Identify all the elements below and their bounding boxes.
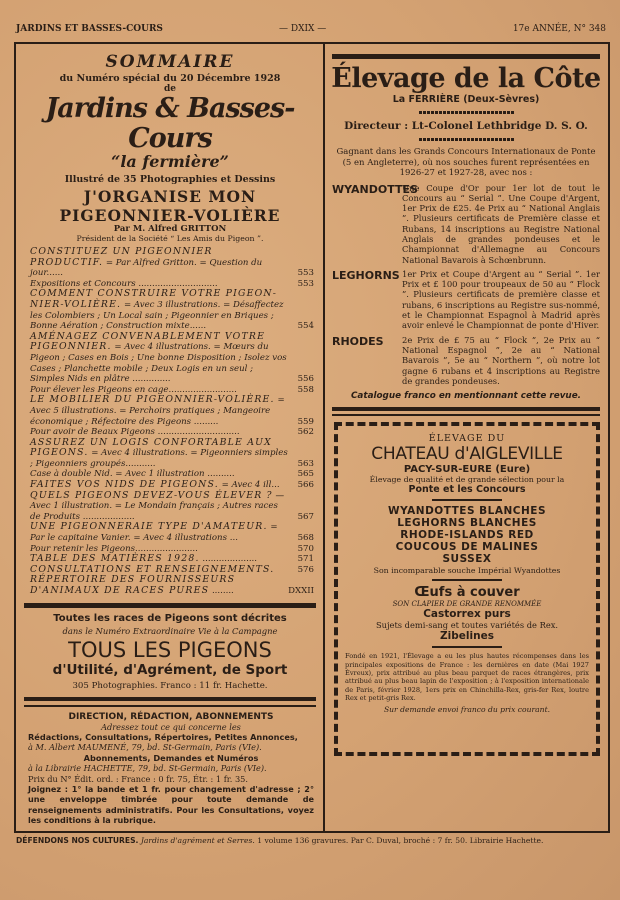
toc-entry-detail: Pour avoir de Beaux Pigeons .............................. (30, 427, 240, 438)
journal-logo: Jardins & Basses-Cours (45, 93, 295, 154)
chateau-souche: Son incomparable souche Impérial Wyandottes (373, 566, 561, 576)
toc-entry-detail: Pour retenir les Pigeons....................... (30, 543, 198, 554)
award-text: 1er Prix et Coupe d'Argent au “ Serial ”. 1er Prix et £ 100 pour troupeaux de 50 au “ Flock ”. Plusieurs certificats de première classe et rubans, 6 inscriptions au Registre sus-nommé, et le Championnat Espagnol à Madrid après avoir enlevé le Championnat de ponte d'Hiver. (402, 268, 600, 331)
chateau-ad-box (334, 422, 600, 756)
left-column (20, 44, 320, 829)
toc-page-number: 566 (297, 480, 314, 491)
section-rule (24, 697, 316, 701)
section-rule (24, 705, 316, 707)
journal-subtitle: “la fermière” (111, 152, 229, 171)
toc-entry (30, 491, 314, 523)
toc-entry-detail: = Par le capitaine Vanier. = Avec 4 illustrations ... (30, 522, 278, 544)
toc-entry-title: TABLE DES MATIÈRES 1928. (30, 553, 200, 565)
page-footer (16, 836, 543, 845)
toc-entry (30, 575, 314, 596)
toc-entry-title: UNE PIGEONNERAIE TYPE D'AMATEUR. (30, 521, 268, 533)
toc-entry-detail: — Avec 1 illustration. = Le Mondain français ; Autres races de Produits ................... (30, 490, 285, 522)
chateau-breeds (341, 505, 593, 565)
toc-entry-title: LE MOBILIER DU PIGEONNIER-VOLIÈRE. (30, 394, 275, 406)
toc-page-number: 556 (297, 374, 314, 385)
headline-1: J'ORGANISE MON (83, 187, 257, 206)
pigeons-ad-footer: 305 Photographies. Franco : 11 fr. Hachette. (72, 680, 268, 691)
toc-entry-detail: = Avec 4 illustrations. = Mœurs du Pigeon ; Cases en Bois ; Une bonne Disposition ; Isolez vos Cases ; Planchette mobile ; Deux Logis en un seul ; Simples Nids en plâtre .............. (30, 342, 287, 385)
pigeons-ad-title: TOUS LES PIGEONS (68, 637, 272, 662)
toc-page-number: 563 (297, 458, 314, 469)
toc-entry (30, 289, 314, 331)
award-text: 2e Prix de £ 75 au “ Flock ”, 2e Prix au “ National Espagnol ”, 2e au “ National Bavarois ”, 5e au “ Northern ”, où notre lot gagne 6 rubans et 4 inscriptions au Registre de grandes pondeuses. (402, 334, 600, 386)
award-entry (332, 269, 600, 331)
sommaire-issue-line: du Numéro spécial du 20 Décembre 1928 (59, 73, 281, 84)
award-breed: RHODES (332, 334, 384, 348)
direction-title: DIRECTION, RÉDACTION, ABONNEMENTS (68, 711, 274, 722)
toc-entry-detail: .................... (202, 554, 258, 565)
direction-address: à M. Albert MAUMENÉ, 79, bd. St-Germain, Paris (VIe). (28, 742, 262, 753)
breed-item: COUCOUS DE MALINES (395, 541, 539, 554)
direction-line2: Rédactions, Consultations, Répertoires, Petites Annonces, (28, 731, 298, 742)
cote-intro: Gagnant dans les Grands Concours Internationaux de Ponte (5 en Angleterre), où nos souches furent représentées en 1926-27 et 1927-28, avec nos : (336, 147, 596, 178)
breed-item: LEGHORNS BLANCHES (397, 517, 537, 530)
toc-entry-title: ASSUREZ UN LOGIS CONFORTABLE AUX PIGEONS. (30, 436, 272, 459)
section-rule (332, 414, 600, 416)
toc-entry-detail: Expositions et Concours ............................. (30, 278, 218, 289)
toc-entry-detail: ........ (211, 586, 234, 596)
footer-rest: 1 volume 136 gravures. Par C. Duval, broché : 7 fr. 50. Librairie Hachette. (257, 836, 544, 845)
awards-list (328, 183, 604, 387)
chateau-oeufs: Œufs à couver (414, 585, 520, 601)
award-entry (332, 183, 600, 265)
toc-entry-detail: Pour élever les Pigeons en cage......................... (30, 384, 237, 395)
award-breed: WYANDOTTES (332, 182, 418, 196)
table-of-contents (30, 247, 314, 597)
toc-page-number: 565 (297, 469, 314, 480)
toc-page-number: 559 (297, 416, 314, 427)
chateau-demande: Sur demande envoi franco du prix courant. (383, 704, 551, 714)
headline-2: PIGEONNIER-VOLIÈRE (59, 206, 281, 225)
toc-page-number: 568 (297, 533, 314, 544)
toc-page-number: 558 (297, 384, 314, 395)
toc-page-number: 567 (297, 511, 314, 522)
toc-entry-title: CONSTITUEZ UN PIGEONNIER PRODUCTIF. (30, 246, 213, 268)
pigeons-ad-subtitle: d'Utilité, d'Agrément, de Sport (52, 661, 288, 678)
chateau-sujets: Sujets demi-sang et toutes variétés de Rex. (375, 620, 559, 631)
chateau-clapier: SON CLAPIER DE GRANDE RENOMMÉE (392, 600, 542, 609)
award-entry (332, 335, 600, 386)
toc-page-number: 554 (297, 321, 314, 332)
illustre-line: Illustré de 35 Photographies et Dessins (64, 174, 276, 185)
direction-prix: Prix du N° Édit. ord. : France : 0 fr. 75, Étr. : 1 fr. 35. (28, 773, 248, 784)
toc-page-number: 571 (297, 554, 314, 565)
dotted-rule (419, 138, 514, 141)
toc-entry-title: FAITES VOS NIDS DE PIGEONS. (30, 479, 219, 491)
section-rule (332, 54, 600, 59)
toc-entry (30, 395, 314, 427)
short-rule (432, 579, 502, 581)
cote-location: La FERRIÈRE (Deux-Sèvres) (392, 94, 540, 105)
toc-entry-detail: Case à double Nid. = Avec 1 illustration .......... (30, 469, 235, 480)
toc-page-number: 553 (297, 268, 314, 279)
short-rule (432, 499, 502, 501)
header-page-number: — DXIX — (279, 24, 327, 34)
section-rule (24, 603, 316, 608)
author: Par M. Alfred GRITTON (113, 224, 227, 234)
cote-title: Élevage de la Côte (331, 63, 601, 94)
toc-entry-title: AMÉNAGEZ CONVENABLEMENT VOTRE PIGEONNIER. (30, 330, 266, 353)
direction-line1: Adressez tout ce qui concerne les (101, 721, 241, 732)
toc-entry-title: CONSULTATIONS ET RENSEIGNEMENTS. (30, 563, 275, 575)
direction-block (28, 712, 314, 826)
header-journal-title: JARDINS ET BASSES-COURS (16, 24, 163, 34)
footer-italic: Jardins d'agrément et Serres. (140, 836, 255, 845)
chateau-zibelines: Zibelines (440, 630, 494, 643)
chateau-line1: ÉLEVAGE DU (428, 433, 506, 445)
footer-bold: DÉFENDONS NOS CULTURES. (16, 836, 139, 845)
chateau-line2: Élevage de qualité et de grande sélection pour la (369, 475, 565, 485)
short-rule (432, 646, 502, 648)
breed-item: RHODE-ISLANDS RED (400, 529, 534, 542)
toc-entry-detail: = Avec 4 illustrations. = Pigeonniers simples ; Pigeonniers groupés........... (30, 448, 288, 469)
toc-page-number: DXXII (288, 586, 314, 596)
toc-entry-detail: = Avec 3 illustrations. = Désaffectez les Colombiers ; Un Local sain ; Pigeonnier en Briques ; Bonne Aération ; Construction mixte...... (30, 299, 284, 332)
toc-entry (30, 522, 314, 543)
dotted-rule (419, 111, 514, 114)
toc-entry-detail: = Avec 5 illustrations. = Perchoirs pratiques ; Mangeoire économique ; Réfectoire des Pigeons ......... (30, 395, 285, 427)
running-header (16, 24, 606, 38)
pigeons-ad-line1: Toutes les races de Pigeons sont décrites (53, 612, 287, 624)
header-issue: 17e ANNÉE, N° 348 (512, 24, 606, 34)
right-column (328, 44, 604, 829)
chateau-castorrex: Castorrex purs (423, 608, 511, 621)
cote-catalogue: Catalogue franco en mentionnant cette revue. (350, 391, 582, 402)
sommaire-title: SOMMAIRE (105, 52, 235, 72)
toc-page-number: 576 (297, 564, 314, 575)
direction-librairie: à la Librairie HACHETTE, 79, bd. St-Germain, Paris (VIe). (28, 763, 267, 774)
toc-entry-detail: = Avec 4 ill... (221, 480, 280, 491)
award-breed: LEGHORNS (332, 268, 400, 282)
direction-abonnements: Abonnements, Demandes et Numéros (83, 752, 259, 763)
page-frame (14, 42, 610, 833)
chateau-title: CHATEAU d'AIGLEVILLE (371, 444, 563, 465)
toc-entry (30, 247, 314, 279)
author-role: Président de la Société “ Les Amis du Pigeon ”. (76, 234, 264, 243)
column-divider (323, 44, 325, 831)
toc-entry (30, 332, 314, 385)
cote-director: Directeur : Lt-Colonel Lethbridge D. S. O. (344, 120, 588, 132)
direction-joignez: Joignez : 1° la bande et 1 fr. pour changement d'adresse ; 2° une enveloppe timbrée pour toute demande de renseignements administratifs. Pour les Consultations, voyez les conditions à la rubrique. (28, 784, 314, 825)
breed-item: SUSSEX (442, 553, 492, 566)
toc-entry-title: RÉPERTOIRE DES FOURNISSEURS D'ANIMAUX DE RACES PURES (30, 574, 236, 596)
breed-item: WYANDOTTES BLANCHES (387, 505, 547, 518)
toc-page-number: 562 (297, 427, 314, 438)
sommaire-de: de (163, 84, 177, 94)
award-text: Une Coupe d'Or pour 1er lot de tout le Concours au “ Serial ”. Une Coupe d'Argent, 1er Prix de £25. 4e Prix au “ National Anglais ”. Plusieurs certificats de Première classe et Rubans, 14 inscriptions au Registre National Anglais de grandes pondeuses et le Championnat d'Allemagne au Concours National Bavarois à Schœnbrunn. (402, 182, 600, 265)
section-rule (332, 407, 600, 411)
toc-entry-title: QUELS PIGEONS DEVEZ-VOUS ÉLEVER ? (30, 489, 273, 501)
pigeons-ad-line2: dans le Numéro Extraordinaire Vie à la Campagne (62, 625, 278, 636)
chateau-fonde: Fondé en 1921, l'Élevage a eu les plus hautes récompenses dans les principales expositions de France : les dernières en date (Mai 1927 Évreux), prix attribué au plus beau parquet de races étrangères, prix attribué au plus beau lapin de l'exposition ; à l'exposition internationale de Paris, février 1928, 1ers prix en Chinchilla-Rex, gris-fer Rex, loutre Rex et petit-gris Rex. (345, 652, 589, 703)
toc-page-number: 570 (297, 543, 314, 554)
toc-page-number: 553 (297, 278, 314, 289)
toc-entry-title: COMMENT CONSTRUIRE VOTRE PIGEON-NIER-VOLIÈRE. (30, 288, 278, 310)
chateau-line3: Ponte et les Concours (408, 484, 526, 496)
toc-entry-detail: = Par Alfred Gritton. = Question du jour...... (30, 257, 263, 279)
toc-entry (30, 438, 314, 470)
chateau-location: PACY-SUR-EURE (Eure) (403, 464, 531, 476)
